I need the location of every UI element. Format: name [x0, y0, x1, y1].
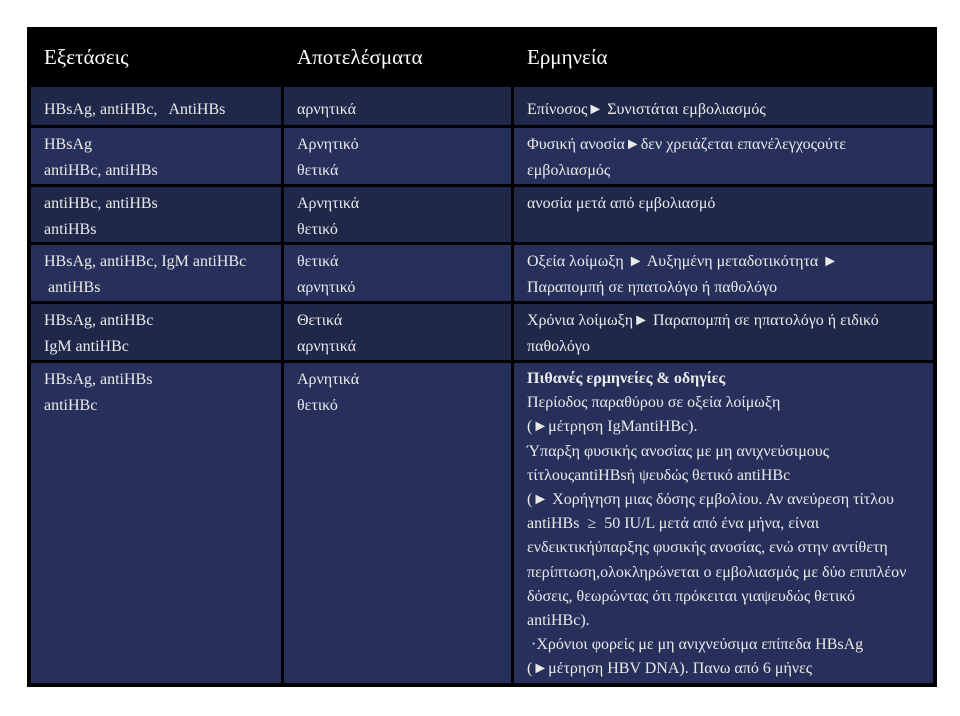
- interpretation-text: antiHBs ≥ 50 IU/L μετά από ένα μήνα, είναι: [527, 515, 820, 533]
- test-name: HBsAg, antiHBc, IgM antiHBc: [44, 253, 247, 270]
- header-interpretation: [514, 31, 933, 84]
- result-value: θετικά: [297, 162, 339, 179]
- table-row-3-tests: [31, 245, 281, 301]
- table-row-1-interpretation: [514, 128, 933, 184]
- test-name: HBsAg, antiHBs: [44, 371, 153, 388]
- interpretation-text: (► Χορήγηση μιας δόσης εμβολίου. Αν ανεύρεση τίτλου: [527, 491, 894, 509]
- result-value: θετικό: [297, 221, 338, 238]
- header-tests-label: Εξετάσεις: [44, 45, 129, 69]
- result-value: αρνητικά: [297, 101, 357, 118]
- test-name: antiHBs: [44, 221, 97, 238]
- test-name: antiHBc, antiHBs: [44, 162, 158, 179]
- interpretation-text: ανοσία μετά από εμβολιασμό: [527, 195, 716, 212]
- table-row-2-results: [284, 187, 511, 242]
- interpretation-text: τίτλουςantiHBsή ψευδώς θετικό antiHBc: [527, 466, 791, 484]
- table-row-4-interpretation: [514, 304, 933, 360]
- result-value: θετικό: [297, 397, 338, 414]
- table-row-0-interpretation: [514, 87, 933, 125]
- header-results: [284, 31, 511, 84]
- result-value: αρνητικό: [297, 279, 356, 296]
- table-row-0-tests: [31, 87, 281, 125]
- result-value: Αρνητικό: [297, 136, 359, 153]
- test-name: IgM antiHBc: [44, 338, 129, 355]
- interpretation-text: (►μέτρηση IgMantiHBc).: [527, 418, 698, 436]
- interpretation-text: ·Χρόνιοι φορείς με μη ανιχνεύσιμα επίπεδα HBsAg: [527, 636, 864, 654]
- test-name: HBsAg, antiHBc, AntiHBs: [44, 101, 226, 118]
- interpretation-text: antiHBc).: [527, 612, 590, 630]
- interpretation-text: Οξεία λοίμωξη ► Αυξημένη μεταδοτικότητα ►: [527, 253, 839, 270]
- result-value: Αρνητικά: [297, 371, 360, 388]
- interpretation-text: (►μέτρηση HBV DNA). Πανω από 6 μήνες: [527, 660, 813, 678]
- header-tests: [31, 31, 281, 84]
- table-row-3-interpretation: [514, 245, 933, 301]
- interpretation-text: Περίοδος παραθύρου σε οξεία λοίμωξη: [527, 394, 781, 412]
- table-row-4-tests: [31, 304, 281, 360]
- result-value: Αρνητικά: [297, 195, 360, 212]
- interpretation-text: Χρόνια λοίμωξη► Παραπομπή σε ηπατολόγο ή ειδικό: [527, 312, 879, 329]
- interpretation-text: παθολόγο: [527, 338, 590, 355]
- test-name: HBsAg: [44, 136, 93, 153]
- test-name: antiHBs: [44, 279, 101, 296]
- header-interpretation-label: Ερμηνεία: [527, 45, 608, 69]
- test-name: antiHBc, antiHBs: [44, 195, 158, 212]
- table-row-1-results: [284, 128, 511, 184]
- table-row-5-interpretation: [514, 363, 933, 683]
- table-row-5-tests: [31, 363, 281, 683]
- interpretation-text: περίπτωση,ολοκληρώνεται ο εμβολιασμός με δύο επιπλέον: [527, 563, 907, 581]
- interpretation-text: δόσεις, θεωρώντας ότι πρόκειται γιαψευδώς θετικό: [527, 587, 855, 605]
- table-row-5-results: [284, 363, 511, 683]
- header-results-label: Αποτελέσματα: [297, 45, 423, 69]
- interpretation-text: Επίνοσος► Συνιστάται εμβολιασμός: [527, 101, 766, 118]
- interpretation-text: εμβολιασμός: [527, 162, 611, 179]
- interpretation-text: Παραπομπή σε ηπατολόγο ή παθολόγο: [527, 279, 778, 296]
- table-row-0-results: [284, 87, 511, 125]
- table-row-3-results: [284, 245, 511, 301]
- table-row-1-tests: [31, 128, 281, 184]
- table-row-2-interpretation: [514, 187, 933, 242]
- interpretation-text: Φυσική ανοσία►δεν χρειάζεται επανέλεγχοςούτε: [527, 136, 847, 153]
- result-value: θετικά: [297, 253, 339, 270]
- table-row-4-results: [284, 304, 511, 360]
- interpretation-text: Ύπαρξη φυσικής ανοσίας με μη ανιχνεύσιμους: [527, 442, 830, 460]
- result-value: αρνητικά: [297, 338, 357, 355]
- test-name: antiHBc: [44, 397, 98, 414]
- test-name: HBsAg, antiHBc: [44, 312, 154, 329]
- result-value: Θετικά: [297, 312, 343, 329]
- interpretation-title: Πιθανές ερμηνείες & οδηγίες: [527, 370, 726, 387]
- table-row-2-tests: [31, 187, 281, 242]
- interpretation-text: ενδεικτικήύπαρξης φυσικής ανοσίας, ενώ στην αντίθετη: [527, 539, 888, 557]
